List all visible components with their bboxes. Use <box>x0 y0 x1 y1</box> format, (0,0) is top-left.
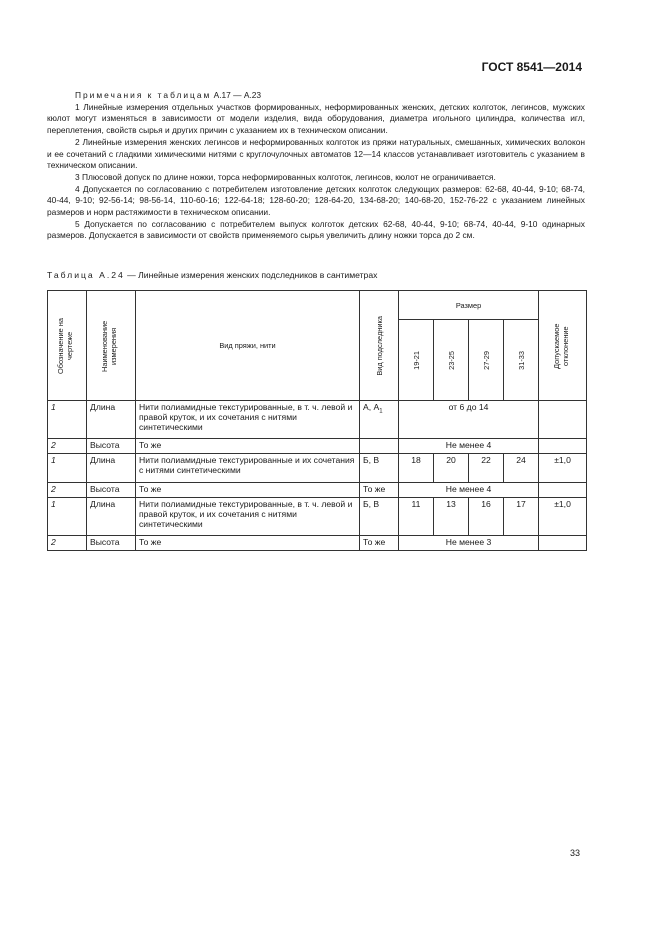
cell-measure: Высота <box>87 439 136 454</box>
cell-merged-value: Не менее 3 <box>399 536 539 551</box>
cell-merged-value: Не менее 4 <box>399 439 539 454</box>
cell-size-value: 22 <box>469 454 504 483</box>
cell-measure: Длина <box>87 401 136 439</box>
header-designation: Обозначение на чертеже <box>48 291 87 401</box>
header-size-2: 23-25 <box>434 320 469 401</box>
header-subtype: Вид подследника <box>360 291 399 401</box>
table-caption <box>47 270 377 280</box>
cell-designation: 1 <box>48 401 87 439</box>
table-caption-text: — Линейные измерения женских подследников в сантиметрах <box>127 270 378 280</box>
cell-yarn: То же <box>136 536 360 551</box>
header-size: Размер <box>399 291 539 320</box>
table-row <box>48 439 587 454</box>
cell-yarn: Нити полиамидные текстурированные, в т. ч. левой и правой круток, и их сочетания с нитями синтетическими <box>136 401 360 439</box>
cell-size-value: 17 <box>504 498 539 536</box>
table-row <box>48 536 587 551</box>
cell-size-value: 20 <box>434 454 469 483</box>
note-item: 2 Линейные измерения женских легинсов и неформированных колготок из пряжи натуральных, смешанных, химических волокон и ее сочетаний с гладкими химическими нитями с круглочулочных автоматов 12—14 классов устанавливает изготовитель с указанием в техническом описании. <box>47 136 585 171</box>
table-caption-label: Таблица А.24 <box>47 270 125 280</box>
cell-yarn: То же <box>136 483 360 498</box>
cell-size-value: 18 <box>399 454 434 483</box>
cell-measure: Длина <box>87 498 136 536</box>
notes-range: А.17 — А.23 <box>213 90 262 100</box>
table-row <box>48 454 587 483</box>
header-yarn-type: Вид пряжи, нити <box>136 291 360 401</box>
cell-size-value: 13 <box>434 498 469 536</box>
cell-yarn: Нити полиамидные текстурированные и их сочетания с нитями синтетическими <box>136 454 360 483</box>
cell-designation: 2 <box>48 439 87 454</box>
notes-block <box>47 90 585 242</box>
cell-designation: 2 <box>48 536 87 551</box>
cell-designation: 1 <box>48 498 87 536</box>
cell-designation: 1 <box>48 454 87 483</box>
table-row <box>48 401 587 439</box>
header-size-1: 19-21 <box>399 320 434 401</box>
cell-size-value: 24 <box>504 454 539 483</box>
note-item: 1 Линейные измерения отдельных участков формированных, неформированных женских, детских колготок, легинсов, мужских кюлот могут изменяться в зависимости от модели изделия, вида оборудования, диаметра игольного цилиндра, количества игл, переплетения, свойств сырья и других причин с указанием их в техническом описании. <box>47 101 585 136</box>
cell-tolerance: ±1,0 <box>539 498 587 536</box>
cell-tolerance: ±1,0 <box>539 454 587 483</box>
cell-tolerance <box>539 483 587 498</box>
cell-designation: 2 <box>48 483 87 498</box>
cell-subtype: То же <box>360 483 399 498</box>
standard-header: ГОСТ 8541—2014 <box>481 60 582 74</box>
cell-subtype: То же <box>360 536 399 551</box>
page-number: 33 <box>569 848 580 858</box>
cell-subtype: Б, В <box>360 498 399 536</box>
cell-tolerance <box>539 439 587 454</box>
cell-size-value: 11 <box>399 498 434 536</box>
cell-measure: Высота <box>87 536 136 551</box>
cell-yarn: Нити полиамидные текстурированные, в т. ч. левой и правой круток, и их сочетания с нитями синтетическими <box>136 498 360 536</box>
notes-heading <box>47 90 585 102</box>
cell-subtype: А, $А_1$ <box>360 401 399 439</box>
header-size-4: 31-33 <box>504 320 539 401</box>
cell-tolerance <box>539 536 587 551</box>
cell-merged-value: Не менее 4 <box>399 483 539 498</box>
cell-tolerance <box>539 401 587 439</box>
cell-merged-value: от 6 до 14 <box>399 401 539 439</box>
cell-measure: Высота <box>87 483 136 498</box>
header-tolerance: Допускаемое отклонение <box>539 291 587 401</box>
cell-measure: Длина <box>87 454 136 483</box>
header-size-3: 27-29 <box>469 320 504 401</box>
table-row <box>48 483 587 498</box>
note-item: 3 Плюсовой допуск по длине ножки, торса неформированных колготок, легинсов, кюлот не ограничивается. <box>75 171 496 182</box>
measurements-table <box>47 290 587 551</box>
cell-subtype <box>360 439 399 454</box>
notes-title: Примечания к таблицам <box>75 90 212 100</box>
note-item: 5 Допускается по согласованию с потребителем выпуск колготок детских 62-68, 40-44, 9-10; 68-74, 40-44, 9-10 одинарных размеров. Допускается в зависимости от свойств применяемого сырья увеличить длину ножки торса до 2 см. <box>47 218 585 241</box>
header-row-1 <box>48 291 587 320</box>
cell-yarn: То же <box>136 439 360 454</box>
cell-size-value: 16 <box>469 498 504 536</box>
cell-subtype: Б, В <box>360 454 399 483</box>
header-measure-name: Наименование измерения <box>87 291 136 401</box>
note-item: 4 Допускается по согласованию с потребителем изготовление детских колготок следующих размеров: 62-68, 40-44, 9-10; 68-74, 40-44, 9-10; 92-56-14; 98-56-14, 110-60-16; 122-64-18; 128-60-20; 128-64-20, 134-68-20; 140-68-20, 152-76-22 с указанием линейных размеров и норм растяжимости в техническом описании. <box>47 183 585 218</box>
table-row <box>48 498 587 536</box>
